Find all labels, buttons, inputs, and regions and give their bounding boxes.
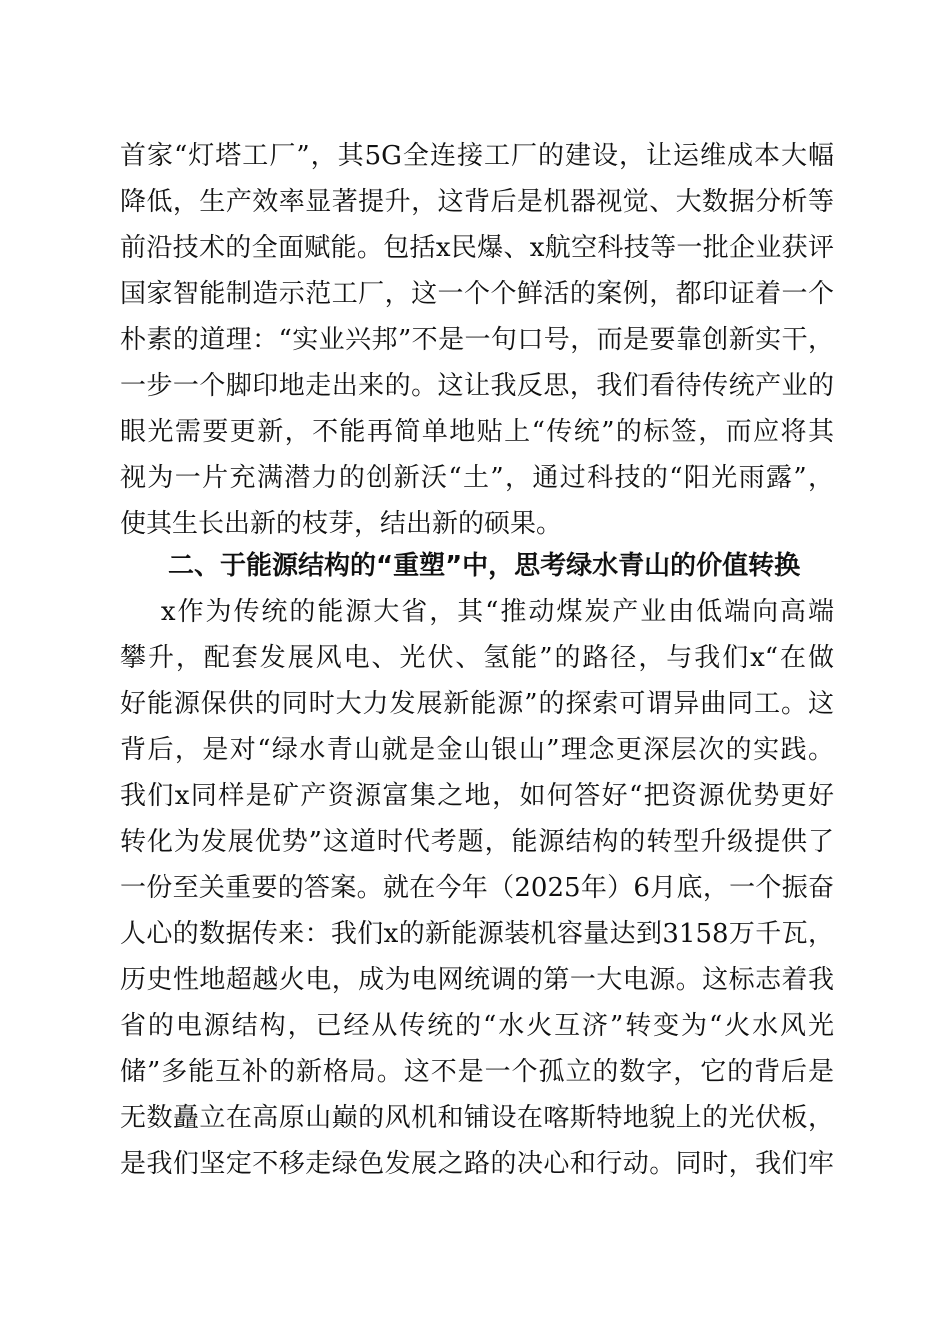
paragraph-line: 转化为发展优势”这道时代考题，能源结构的转型升级提供了 [120, 827, 834, 857]
paragraph-line: 首家“灯塔工厂”，其5G全连接工厂的建设，让运维成本大幅 [120, 141, 834, 171]
paragraph-line: x作为传统的能源大省，其“推动煤炭产业由低端向高端 [120, 597, 834, 627]
paragraph-line: 降低，生产效率显著提升，这背后是机器视觉、大数据分析等 [120, 187, 834, 217]
paragraph-line: 眼光需要更新，不能再简单地贴上“传统”的标签，而应将其 [120, 417, 834, 447]
paragraph-line: 朴素的道理：“实业兴邦”不是一句口号，而是要靠创新实干， [120, 325, 834, 355]
paragraph-line: 背后，是对“绿水青山就是金山银山”理念更深层次的实践。 [120, 735, 834, 765]
paragraph-line: 我们x同样是矿产资源富集之地，如何答好“把资源优势更好 [120, 781, 834, 811]
paragraph-line: 好能源保供的同时大力发展新能源”的探索可谓异曲同工。这 [120, 689, 834, 719]
paragraph-line: 一步一个脚印地走出来的。这让我反思，我们看待传统产业的 [120, 371, 834, 401]
paragraph-2 [120, 589, 834, 1187]
paragraph-line: 国家智能制造示范工厂，这一个个鲜活的案例，都印证着一个 [120, 279, 834, 309]
section-heading: 二、于能源结构的“重塑”中，思考绿水青山的价值转换 [168, 551, 801, 581]
paragraph-line: 使其生长出新的枝芽，结出新的硕果。 [120, 509, 563, 539]
paragraph-line: 是我们坚定不移走绿色发展之路的决心和行动。同时，我们牢 [120, 1149, 834, 1179]
paragraph-line: 攀升，配套发展风电、光伏、氢能”的路径，与我们x“在做 [120, 643, 834, 673]
paragraph-line: 一份至关重要的答案。就在今年（2025年）6月底，一个振奋 [120, 873, 834, 903]
paragraph-line: 前沿技术的全面赋能。包括x民爆、x航空科技等一批企业获评 [120, 233, 834, 263]
paragraph-line: 历史性地超越火电，成为电网统调的第一大电源。这标志着我 [120, 965, 834, 995]
paragraph-line: 省的电源结构，已经从传统的“水火互济”转变为“火水风光 [120, 1011, 834, 1041]
paragraph-line: 无数矗立在高原山巅的风机和铺设在喀斯特地貌上的光伏板， [120, 1103, 834, 1133]
paragraph-line: 视为一片充满潜力的创新沃“土”，通过科技的“阳光雨露”， [120, 463, 834, 493]
paragraph-line: 人心的数据传来：我们x的新能源装机容量达到3158万千瓦， [120, 919, 834, 949]
paragraph-1 [120, 133, 834, 547]
paragraph-line: 储”多能互补的新格局。这不是一个孤立的数字，它的背后是 [120, 1057, 834, 1087]
